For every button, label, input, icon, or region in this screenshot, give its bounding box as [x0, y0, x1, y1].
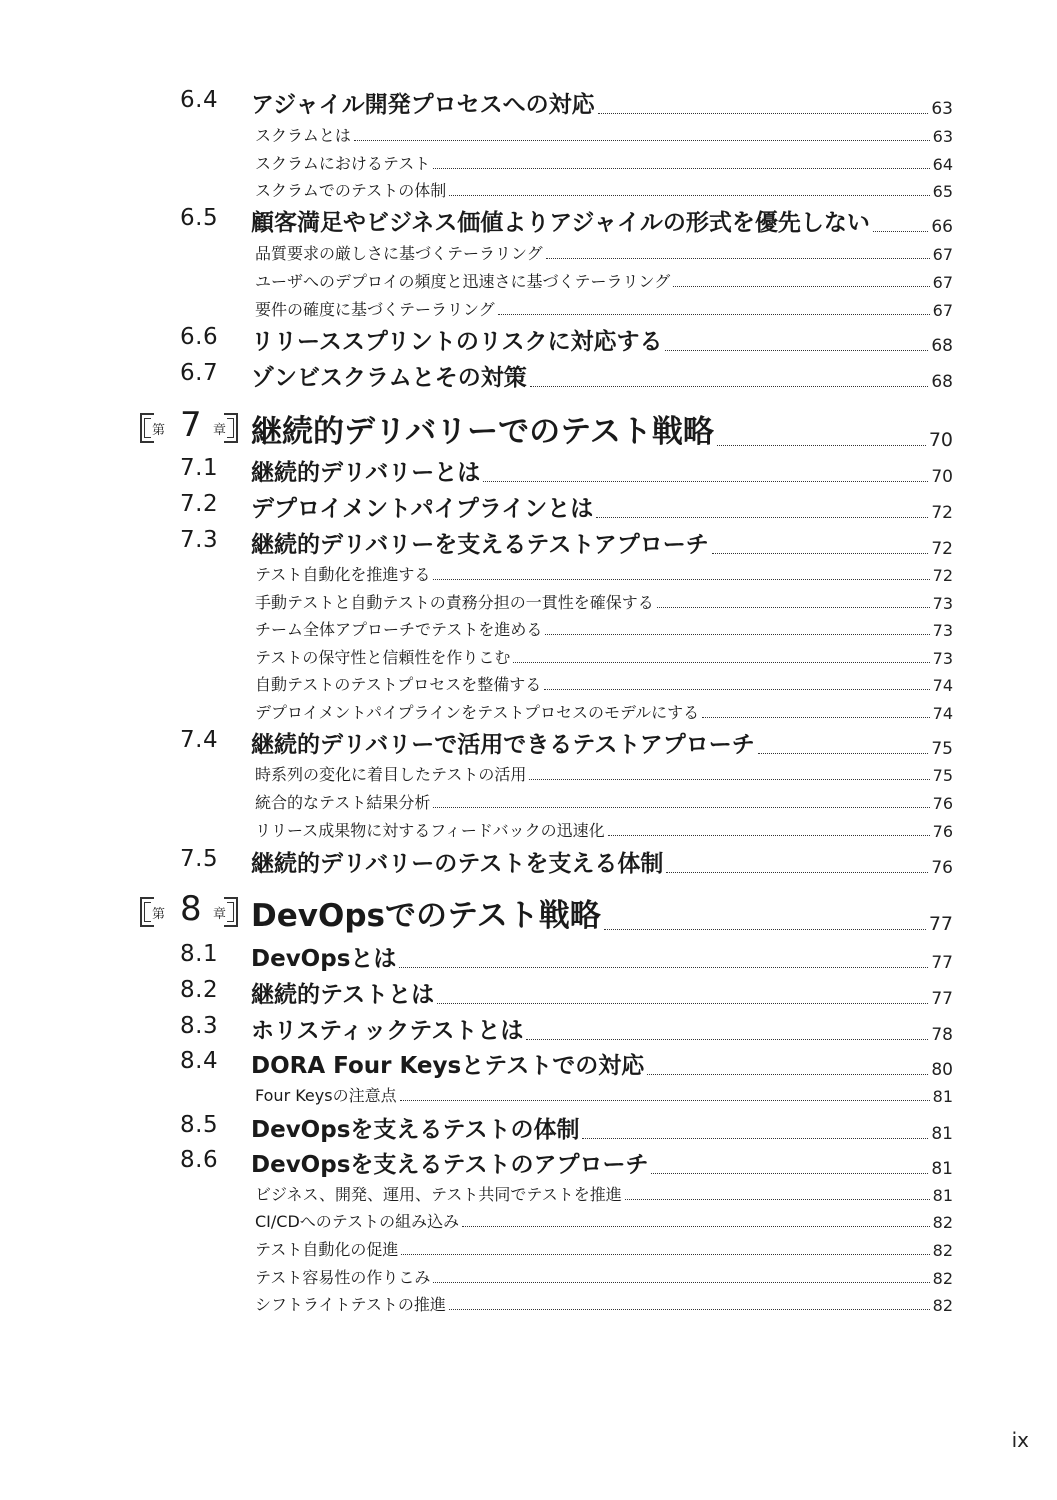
entry-page: 81	[931, 1124, 953, 1144]
entry-page: 68	[931, 336, 953, 356]
dot-leader	[400, 1100, 930, 1101]
subsection-entry	[255, 1182, 953, 1205]
section-entry	[251, 323, 953, 356]
entry-page: 82	[932, 1241, 953, 1260]
entry-page: 67	[932, 301, 953, 320]
dot-leader	[545, 634, 929, 635]
subsection-entry	[255, 1292, 953, 1315]
dot-leader	[433, 168, 929, 169]
entry-title: テストの保守性と信頼性を作りこむ	[255, 648, 511, 667]
entry-title: DevOpsとは	[251, 946, 397, 972]
dot-leader	[401, 1254, 929, 1255]
dot-leader	[437, 1003, 928, 1004]
entry-title: DevOpsでのテスト戦略	[251, 898, 601, 934]
chapter-number: 8	[180, 889, 202, 929]
chapter-badge	[140, 405, 238, 445]
section-number: 8.3	[180, 1013, 219, 1039]
entry-page: 64	[932, 155, 953, 174]
entry-page: 81	[932, 1186, 953, 1205]
section-number: 6.7	[180, 360, 219, 386]
dot-leader	[433, 579, 929, 580]
dot-leader	[873, 231, 928, 232]
chapter-entry	[251, 406, 953, 451]
chapter-prefix: 第	[152, 907, 166, 922]
entry-page: 70	[928, 429, 953, 451]
dot-leader	[449, 1309, 930, 1310]
dot-leader	[530, 386, 929, 387]
dot-leader	[758, 753, 929, 754]
dot-leader	[625, 1199, 930, 1200]
entry-page: 82	[932, 1296, 953, 1315]
entry-page: 82	[932, 1269, 953, 1288]
dot-leader	[462, 1226, 930, 1227]
dot-leader	[608, 835, 930, 836]
dot-leader	[529, 779, 929, 780]
entry-page: 72	[931, 503, 953, 523]
chapter-suffix: 章	[212, 423, 226, 438]
dot-leader	[702, 717, 929, 718]
subsection-entry	[255, 562, 953, 585]
entry-page: 63	[931, 99, 953, 119]
dot-leader	[582, 1138, 928, 1139]
entry-page: 77	[928, 913, 953, 935]
entry-title: リリース成果物に対するフィードバックの迅速化	[255, 821, 605, 840]
entry-page: 72	[932, 566, 953, 585]
page-number: ix	[1011, 1428, 1029, 1452]
chapter-suffix: 章	[212, 907, 226, 922]
entry-page: 74	[932, 676, 953, 695]
entry-title: 要件の確度に基づくテーラリング	[255, 300, 495, 319]
entry-title: 継続的デリバリーで活用できるテストアプローチ	[251, 732, 755, 758]
subsection-entry	[255, 645, 953, 668]
bracket-right	[224, 897, 238, 927]
entry-title: スクラムとは	[255, 126, 351, 145]
subsection-entry	[255, 590, 953, 613]
entry-title: チーム全体アプローチでテストを進める	[255, 620, 543, 639]
entry-page: 73	[932, 649, 953, 668]
entry-page: 66	[931, 217, 953, 237]
entry-page: 74	[932, 704, 953, 723]
dot-leader	[433, 1282, 929, 1283]
entry-title: 継続的デリバリーでのテスト戦略	[251, 414, 714, 450]
section-entry	[251, 204, 953, 237]
section-number: 6.6	[180, 324, 219, 350]
dot-leader	[657, 607, 930, 608]
dot-leader	[483, 481, 928, 482]
section-entry	[251, 976, 953, 1009]
dot-leader	[666, 872, 928, 873]
dot-leader	[546, 258, 930, 259]
section-number: 7.3	[180, 527, 219, 553]
subsection-entry	[255, 269, 953, 292]
chapter-number: 7	[180, 405, 202, 445]
entry-page: 73	[932, 594, 953, 613]
section-entry	[251, 454, 953, 487]
entry-title: テスト自動化の促進	[255, 1240, 399, 1259]
chapter-badge	[140, 889, 238, 929]
entry-page: 72	[931, 539, 953, 559]
dot-leader	[651, 1173, 928, 1174]
entry-title: スクラムでのテストの体制	[255, 181, 447, 200]
section-number: 8.5	[180, 1112, 219, 1138]
subsection-entry	[255, 790, 953, 813]
chapter-entry	[251, 890, 953, 935]
subsection-entry	[255, 672, 953, 695]
entry-title: ビジネス、開発、運用、テスト共同でテストを推進	[255, 1185, 622, 1204]
entry-title: 手動テストと自動テストの責務分担の一貫性を確保する	[255, 593, 654, 612]
entry-page: 76	[931, 858, 953, 878]
subsection-entry	[255, 151, 953, 174]
entry-title: CI/CDへのテストの組み込み	[255, 1212, 460, 1231]
entry-page: 65	[932, 182, 953, 201]
entry-page: 81	[931, 1159, 953, 1179]
entry-title: シフトライトテストの推進	[255, 1295, 446, 1314]
section-entry	[251, 490, 953, 523]
section-number: 8.6	[180, 1147, 219, 1173]
entry-page: 67	[932, 245, 953, 264]
entry-title: 自動テストのテストプロセスを整備する	[255, 675, 542, 694]
subsection-entry	[255, 1083, 953, 1106]
entry-page: 67	[932, 273, 953, 292]
entry-page: 73	[932, 621, 953, 640]
subsection-entry	[255, 178, 953, 201]
entry-page: 81	[932, 1087, 953, 1106]
dot-leader	[596, 517, 928, 518]
entry-title: 継続的テストとは	[251, 982, 435, 1008]
entry-page: 82	[932, 1213, 953, 1232]
entry-title: リリーススプリントのリスクに対応する	[251, 329, 663, 355]
dot-leader	[399, 967, 928, 968]
dot-leader	[717, 445, 926, 446]
dot-leader	[513, 662, 929, 663]
entry-title: スクラムにおけるテスト	[255, 154, 431, 173]
section-entry	[251, 940, 953, 973]
section-entry	[251, 726, 953, 759]
subsection-entry	[255, 1265, 953, 1288]
section-number: 8.4	[180, 1048, 219, 1074]
entry-title: DevOpsを支えるテストの体制	[251, 1117, 580, 1143]
entry-title: 顧客満足やビジネス価値よりアジャイルの形式を優先しない	[251, 210, 870, 236]
entry-title: 継続的デリバリーを支えるテストアプローチ	[251, 532, 709, 558]
section-number: 6.5	[180, 205, 219, 231]
dot-leader	[354, 140, 930, 141]
chapter-prefix: 第	[152, 423, 166, 438]
entry-page: 77	[931, 989, 953, 1009]
subsection-entry	[255, 762, 953, 785]
entry-title: テスト自動化を推進する	[255, 565, 431, 584]
entry-page: 75	[931, 739, 953, 759]
entry-page: 76	[932, 794, 953, 813]
dot-leader	[604, 929, 926, 930]
dot-leader	[498, 314, 930, 315]
section-entry	[251, 1111, 953, 1144]
entry-title: テスト容易性の作りこみ	[255, 1268, 431, 1287]
section-number: 7.1	[180, 455, 219, 481]
entry-page: 78	[931, 1025, 953, 1045]
subsection-entry	[255, 1209, 953, 1232]
entry-title: DevOpsを支えるテストのアプローチ	[251, 1152, 649, 1178]
dot-leader	[598, 113, 929, 114]
dot-leader	[712, 553, 929, 554]
subsection-entry	[255, 700, 953, 723]
subsection-entry	[255, 617, 953, 640]
entry-title: ホリスティックテストとは	[251, 1018, 524, 1044]
entry-title: デプロイメントパイプラインをテストプロセスのモデルにする	[255, 703, 700, 722]
subsection-entry	[255, 297, 953, 320]
entry-title: 品質要求の厳しさに基づくテーラリング	[255, 244, 543, 263]
bracket-right	[224, 413, 238, 443]
dot-leader	[449, 195, 929, 196]
section-number: 8.2	[180, 977, 219, 1003]
entry-page: 68	[931, 372, 953, 392]
section-entry	[251, 86, 953, 119]
entry-page: 77	[931, 953, 953, 973]
dot-leader	[665, 350, 928, 351]
section-number: 7.2	[180, 491, 219, 517]
section-number: 7.5	[180, 846, 219, 872]
entry-title: 継続的デリバリーとは	[251, 460, 481, 486]
section-entry	[251, 1012, 953, 1045]
entry-page: 76	[932, 822, 953, 841]
subsection-entry	[255, 818, 953, 841]
section-entry	[251, 359, 953, 392]
entry-title: 統合的なテスト結果分析	[255, 793, 431, 812]
entry-page: 75	[932, 766, 953, 785]
entry-page: 70	[931, 467, 953, 487]
entry-title: ユーザへのデプロイの頻度と迅速さに基づくテーラリング	[255, 272, 671, 291]
subsection-entry	[255, 241, 953, 264]
dot-leader	[647, 1074, 928, 1075]
entry-title: 時系列の変化に着目したテストの活用	[255, 765, 527, 784]
dot-leader	[673, 286, 929, 287]
section-number: 6.4	[180, 87, 219, 113]
dot-leader	[526, 1039, 928, 1040]
entry-title: Four Keysの注意点	[255, 1086, 397, 1105]
section-entry	[251, 1047, 953, 1080]
section-entry	[251, 845, 953, 878]
dot-leader	[544, 689, 929, 690]
subsection-entry	[255, 1237, 953, 1260]
entry-title: 継続的デリバリーのテストを支える体制	[251, 851, 664, 877]
subsection-entry	[255, 123, 953, 146]
entry-title: デプロイメントパイプラインとは	[251, 496, 594, 522]
entry-title: アジャイル開発プロセスへの対応	[251, 92, 595, 118]
section-entry	[251, 526, 953, 559]
entry-title: DORA Four Keysとテストでの対応	[251, 1053, 645, 1079]
entry-title: ゾンビスクラムとその対策	[251, 365, 527, 391]
entry-page: 80	[931, 1060, 953, 1080]
entry-page: 63	[932, 127, 953, 146]
section-number: 8.1	[180, 941, 219, 967]
dot-leader	[433, 807, 929, 808]
section-entry	[251, 1146, 953, 1179]
section-number: 7.4	[180, 727, 219, 753]
